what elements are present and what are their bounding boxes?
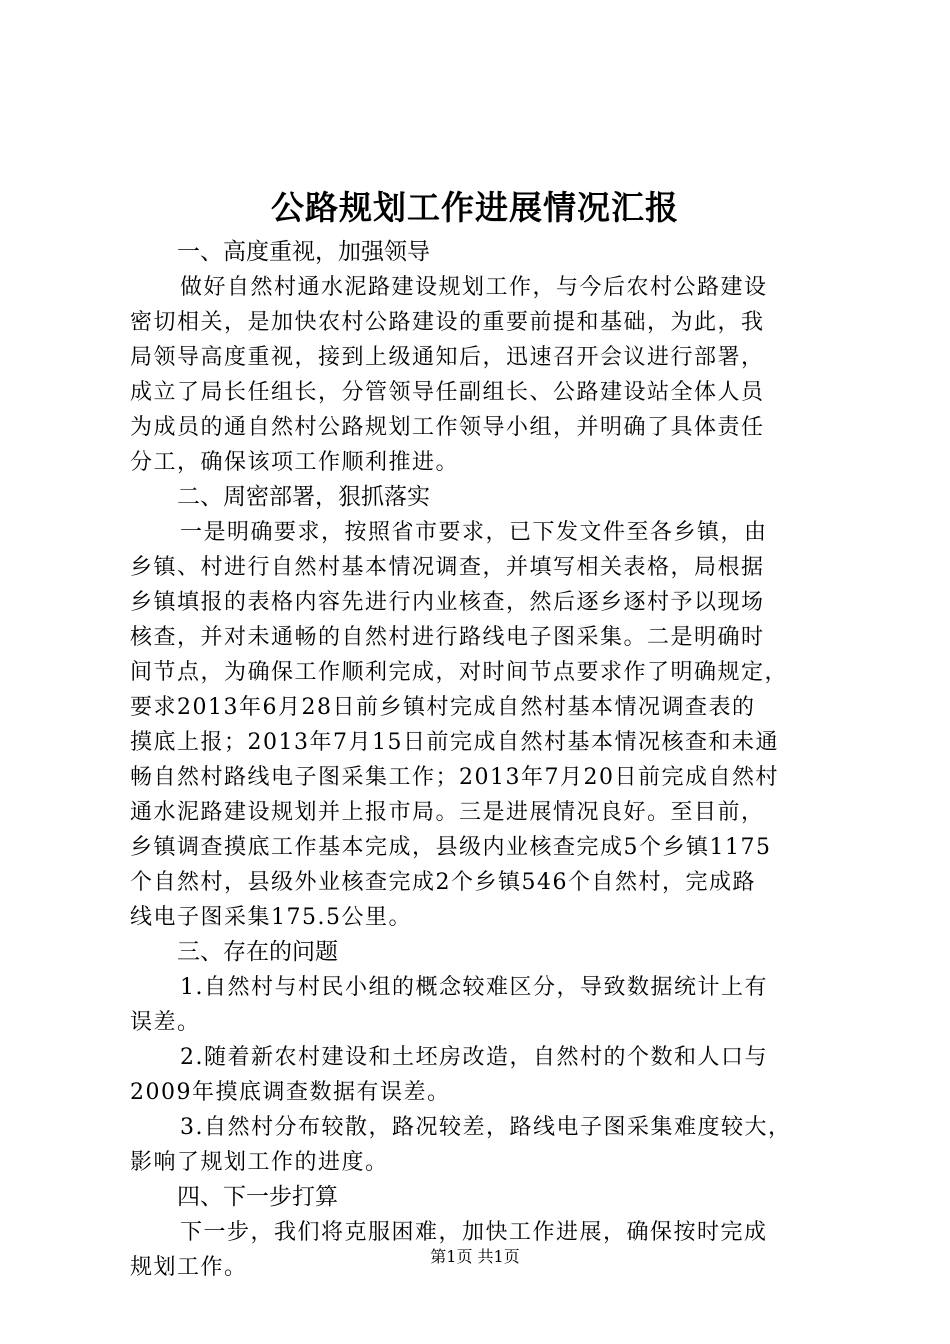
paragraph-line: 间节点，为确保工作顺利完成，对时间节点要求作了明确规定，	[130, 660, 789, 685]
paragraph-line: 1.自然村与村民小组的概念较难区分，导致数据统计上有	[180, 975, 768, 1000]
paragraph	[130, 515, 830, 935]
paragraph-line: 一是明确要求，按照省市要求，已下发文件至各乡镇，由	[180, 520, 768, 545]
document-title: 公路规划工作进展情况汇报	[271, 188, 679, 227]
paragraph-line: 成立了局长任组长，分管领导任副组长、公路建设站全体人员	[130, 380, 765, 405]
section-heading: 三、存在的问题	[177, 939, 338, 965]
paragraph-line: 为成员的通自然村公路规划工作领导小组，并明确了具体责任	[130, 415, 765, 440]
paragraph-line: 2009年摸底调查数据有误差。	[130, 1080, 451, 1105]
paragraph-line: 摸底上报；2013年7月15日前完成自然村基本情况核查和未通	[130, 730, 779, 755]
paragraph-line: 线电子图采集175.5公里。	[130, 905, 412, 930]
paragraph-line: 核查，并对未通畅的自然村进行路线电子图采集。二是明确时	[130, 625, 765, 650]
paragraph-line: 误差。	[130, 1010, 201, 1035]
paragraph-line: 影响了规划工作的进度。	[130, 1150, 389, 1175]
paragraph-line: 规划工作。	[130, 1255, 248, 1280]
paragraph-line: 要求2013年6月28日前乡镇村完成自然村基本情况调查表的	[130, 695, 756, 720]
paragraph-line: 分工，确保该项工作顺利推进。	[130, 450, 460, 475]
paragraph	[130, 1040, 830, 1110]
paragraph-line: 通水泥路建设规划并上报市局。三是进展情况良好。至目前，	[130, 800, 765, 825]
paragraph-line: 下一步，我们将克服困难，加快工作进展，确保按时完成	[180, 1220, 768, 1245]
paragraph-line: 密切相关，是加快农村公路建设的重要前提和基础，为此，我	[130, 310, 765, 335]
paragraph	[130, 1110, 830, 1180]
paragraph-line: 乡镇、村进行自然村基本情况调查，并填写相关表格，局根据	[130, 555, 765, 580]
document-body	[130, 235, 830, 1285]
paragraph-line: 2.随着新农村建设和土坯房改造，自然村的个数和人口与	[180, 1045, 768, 1070]
page-footer: 第1页 共1页	[430, 1247, 520, 1266]
paragraph-line: 个自然村，县级外业核查完成2个乡镇546个自然村，完成路	[130, 870, 756, 895]
section-heading: 二、周密部署，狠抓落实	[177, 484, 430, 510]
paragraph-line: 3.自然村分布较散，路况较差，路线电子图采集难度较大，	[180, 1115, 792, 1140]
paragraph-line: 畅自然村路线电子图采集工作；2013年7月20日前完成自然村	[130, 765, 779, 790]
paragraph-line: 做好自然村通水泥路建设规划工作，与今后农村公路建设	[180, 275, 768, 300]
paragraph	[130, 970, 830, 1040]
paragraph-line: 乡镇填报的表格内容先进行内业核查，然后逐乡逐村予以现场	[130, 590, 765, 615]
paragraph-line: 乡镇调查摸底工作基本完成，县级内业核查完成5个乡镇1175	[130, 835, 772, 860]
paragraph-line: 局领导高度重视，接到上级通知后，迅速召开会议进行部署，	[130, 345, 765, 370]
section-heading: 四、下一步打算	[177, 1184, 338, 1210]
section-heading: 一、高度重视，加强领导	[177, 239, 430, 265]
paragraph	[130, 270, 830, 480]
